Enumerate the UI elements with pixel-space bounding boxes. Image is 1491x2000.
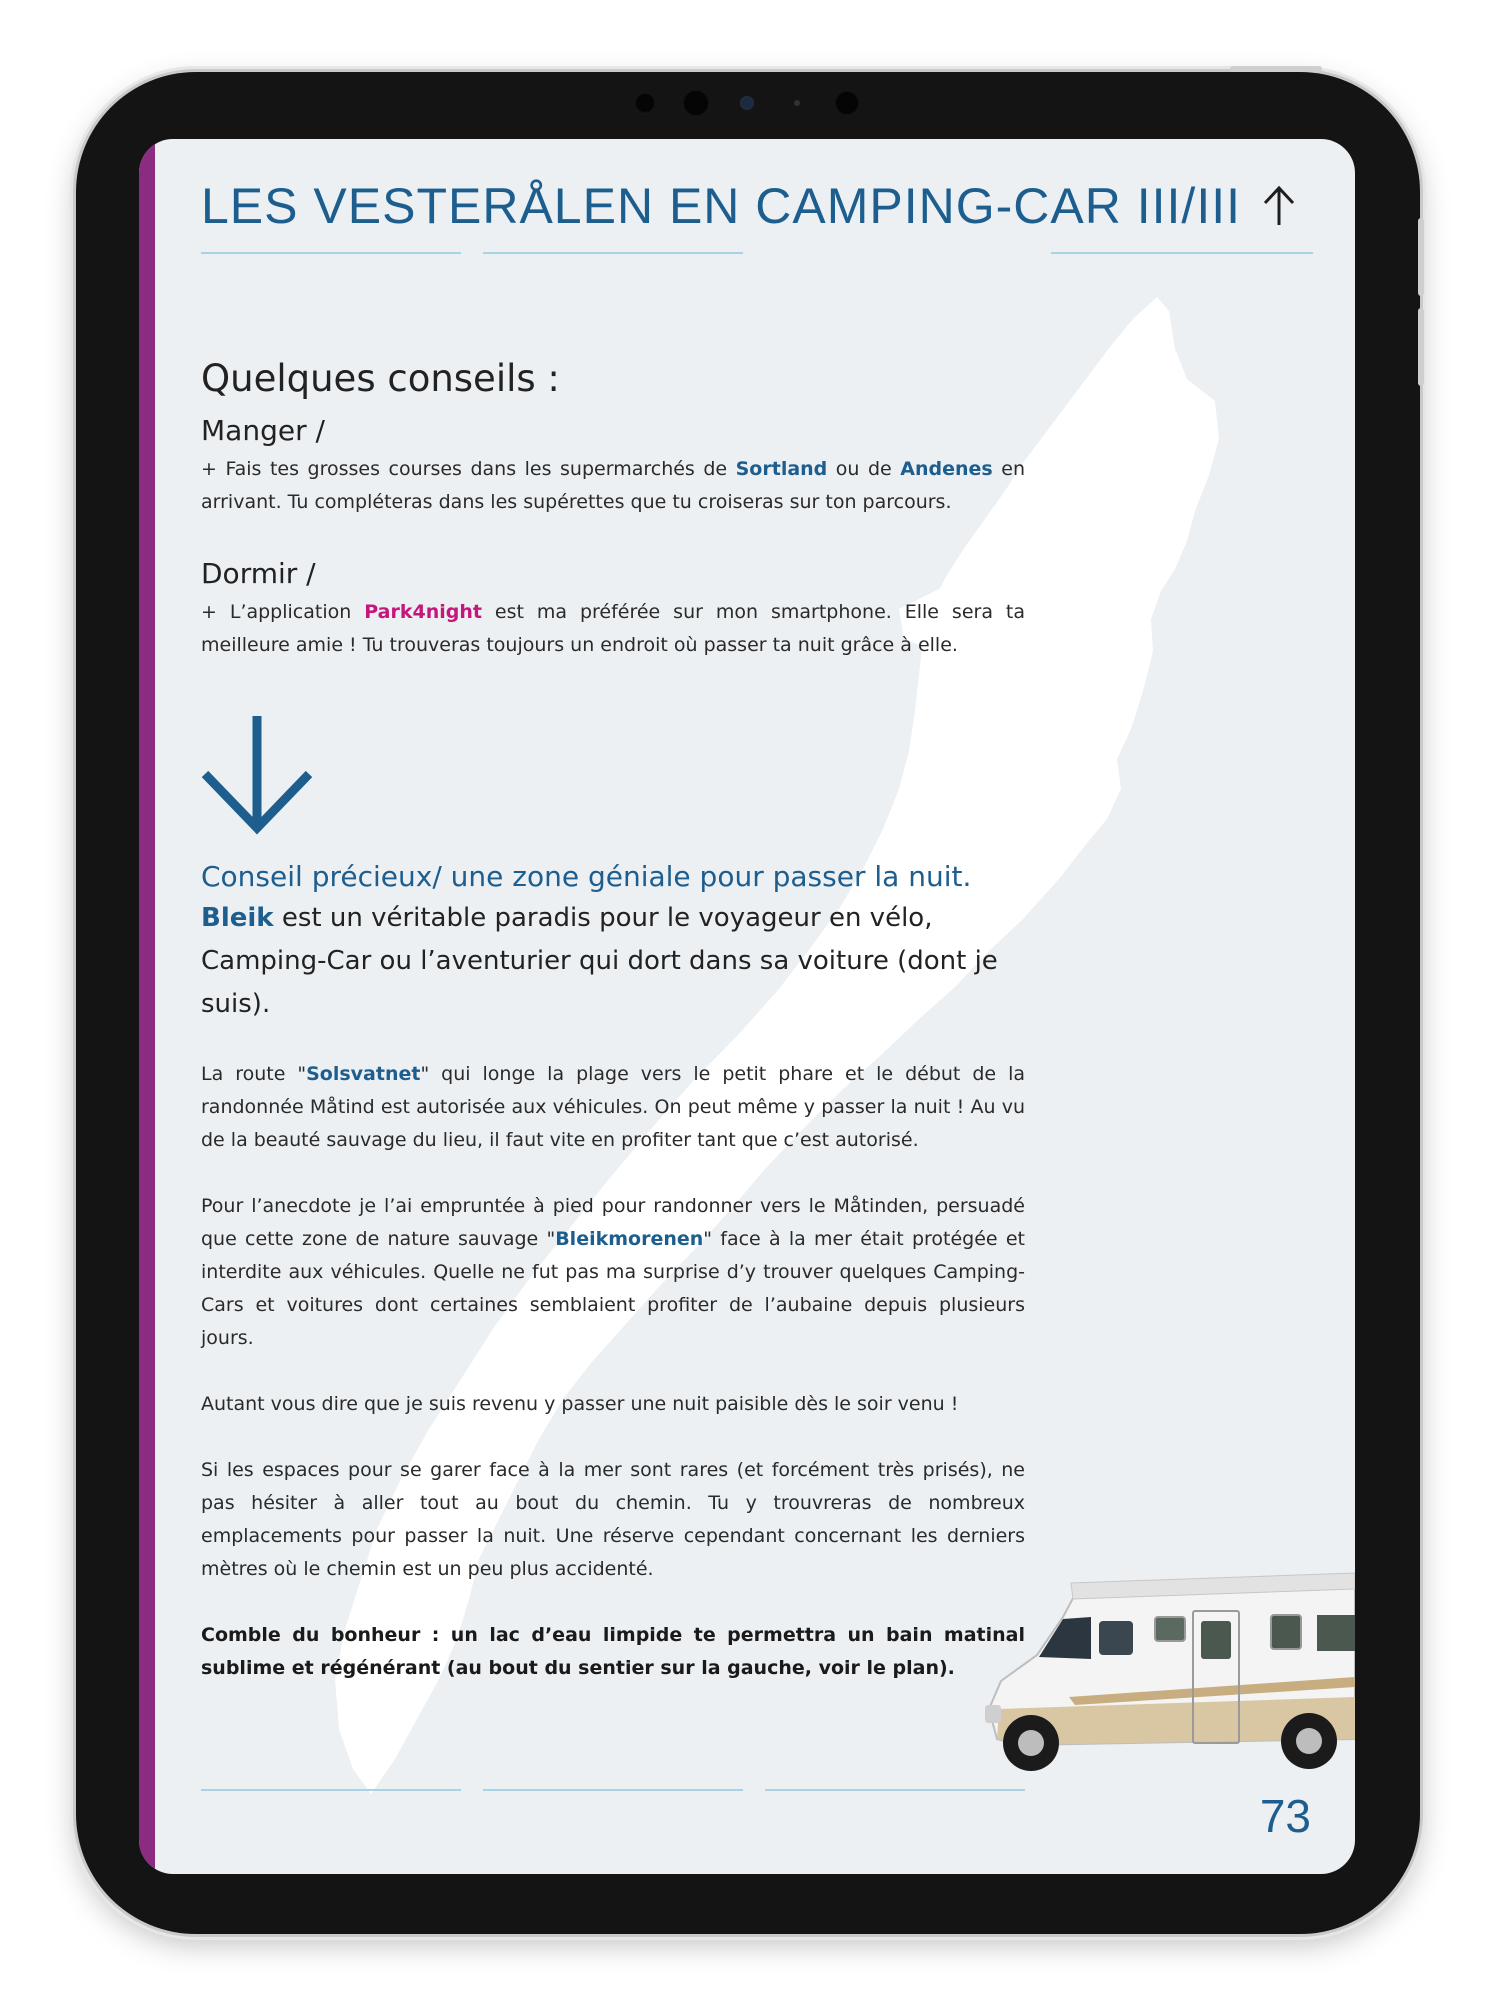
- proximity-sensor: [794, 100, 800, 106]
- footer-rule-2: [483, 1789, 743, 1791]
- flood-illuminator: [834, 90, 860, 116]
- dormir-heading: Dormir /: [201, 557, 316, 590]
- arrow-down-icon: [201, 714, 313, 838]
- ebook-page: [139, 139, 1355, 1874]
- tablet-top-button: [1230, 66, 1322, 72]
- manger-heading: Manger /: [201, 414, 325, 447]
- camera-lens: [682, 89, 710, 117]
- arrow-up-icon[interactable]: [1259, 183, 1299, 227]
- camera-bar: [630, 88, 870, 118]
- page-number: 73: [1259, 1790, 1311, 1842]
- tablet-volume-up-button: [1418, 218, 1424, 296]
- conseil-paragraph-5: Comble du bonheur : un lac d’eau limpide te permettra un bain matinal sublime et régénérant (au bout du sentier sur la gauche, voir le plan).: [201, 1624, 1025, 1679]
- conseil-paragraph-1: La route "Solsvatnet" qui longe la plage vers le petit phare et le début de la randonnée Måtind est autorisée aux véhicules. On peut même y passer la nuit ! Au vu de la beauté sauvage du lieu, il faut vite en profiter tant que c’est autorisé.: [201, 1063, 1025, 1151]
- manger-paragraph: + Fais tes grosses courses dans les supermarchés de Sortland ou de Andenes en arrivant. Tu compléteras dans les supérettes que tu croiseras sur ton parcours.: [201, 458, 1025, 513]
- conseil-paragraph-3: Autant vous dire que je suis revenu y passer une nuit paisible dès le soir venu !: [201, 1393, 959, 1415]
- page-content: [201, 357, 1025, 1685]
- header-rule-3: [1051, 252, 1313, 254]
- page-title: LES VESTERÅLEN EN CAMPING-CAR III/III: [201, 178, 1242, 234]
- place-sortland: Sortland: [735, 458, 828, 480]
- place-andenes: Andenes: [900, 458, 993, 480]
- place-solsvatnet: Solsvatnet: [306, 1063, 421, 1085]
- footer-rule-3: [765, 1789, 1025, 1791]
- conseil-paragraph-4: Si les espaces pour se garer face à la mer sont rares (et forcément très prisés), ne pas hésiter à aller tout au bout du chemin. Tu y trouvreras de nombreux emplacements pour passer la nuit. Une réserve cependant concernant les derniers mètres où le chemin est un peu plus accidenté.: [201, 1459, 1025, 1580]
- face-id-sensor: [740, 96, 754, 110]
- conseil-lead: Bleik est un véritable paradis pour le voyageur en vélo, Camping-Car ou l’aventurier qui dort dans sa voiture (dont je suis).: [201, 903, 998, 1019]
- header-rule-1: [201, 252, 461, 254]
- header-rule-2: [483, 252, 743, 254]
- dormir-paragraph: + L’application Park4night est ma préférée sur mon smartphone. Elle sera ta meilleure amie ! Tu trouveras toujours un endroit où passer ta nuit grâce à elle.: [201, 601, 1025, 656]
- footer-rule-1: [201, 1789, 461, 1791]
- sensor-dot: [634, 92, 656, 114]
- tablet-volume-down-button: [1418, 308, 1424, 386]
- place-bleik: Bleik: [201, 903, 274, 933]
- section-title: Quelques conseils :: [201, 357, 560, 400]
- app-park4night: Park4night: [364, 601, 482, 623]
- conseil-heading: Conseil précieux/ une zone géniale pour passer la nuit.: [201, 860, 972, 893]
- camping-car-illustration: [959, 1559, 1355, 1789]
- chapter-color-bar: [139, 139, 155, 1874]
- place-bleikmorenen: Bleikmorenen: [555, 1228, 704, 1250]
- conseil-paragraph-2: Pour l’anecdote je l’ai empruntée à pied pour randonner vers le Måtinden, persuadé que cette zone de nature sauvage "Bleikmorenen" face à la mer était protégée et interdite aux véhicules. Quelle ne fut pas ma surprise d’y trouver quelques Camping-Cars et voitures dont certaines semblaient profiter de l’aubaine depuis plusieurs jours.: [201, 1195, 1025, 1349]
